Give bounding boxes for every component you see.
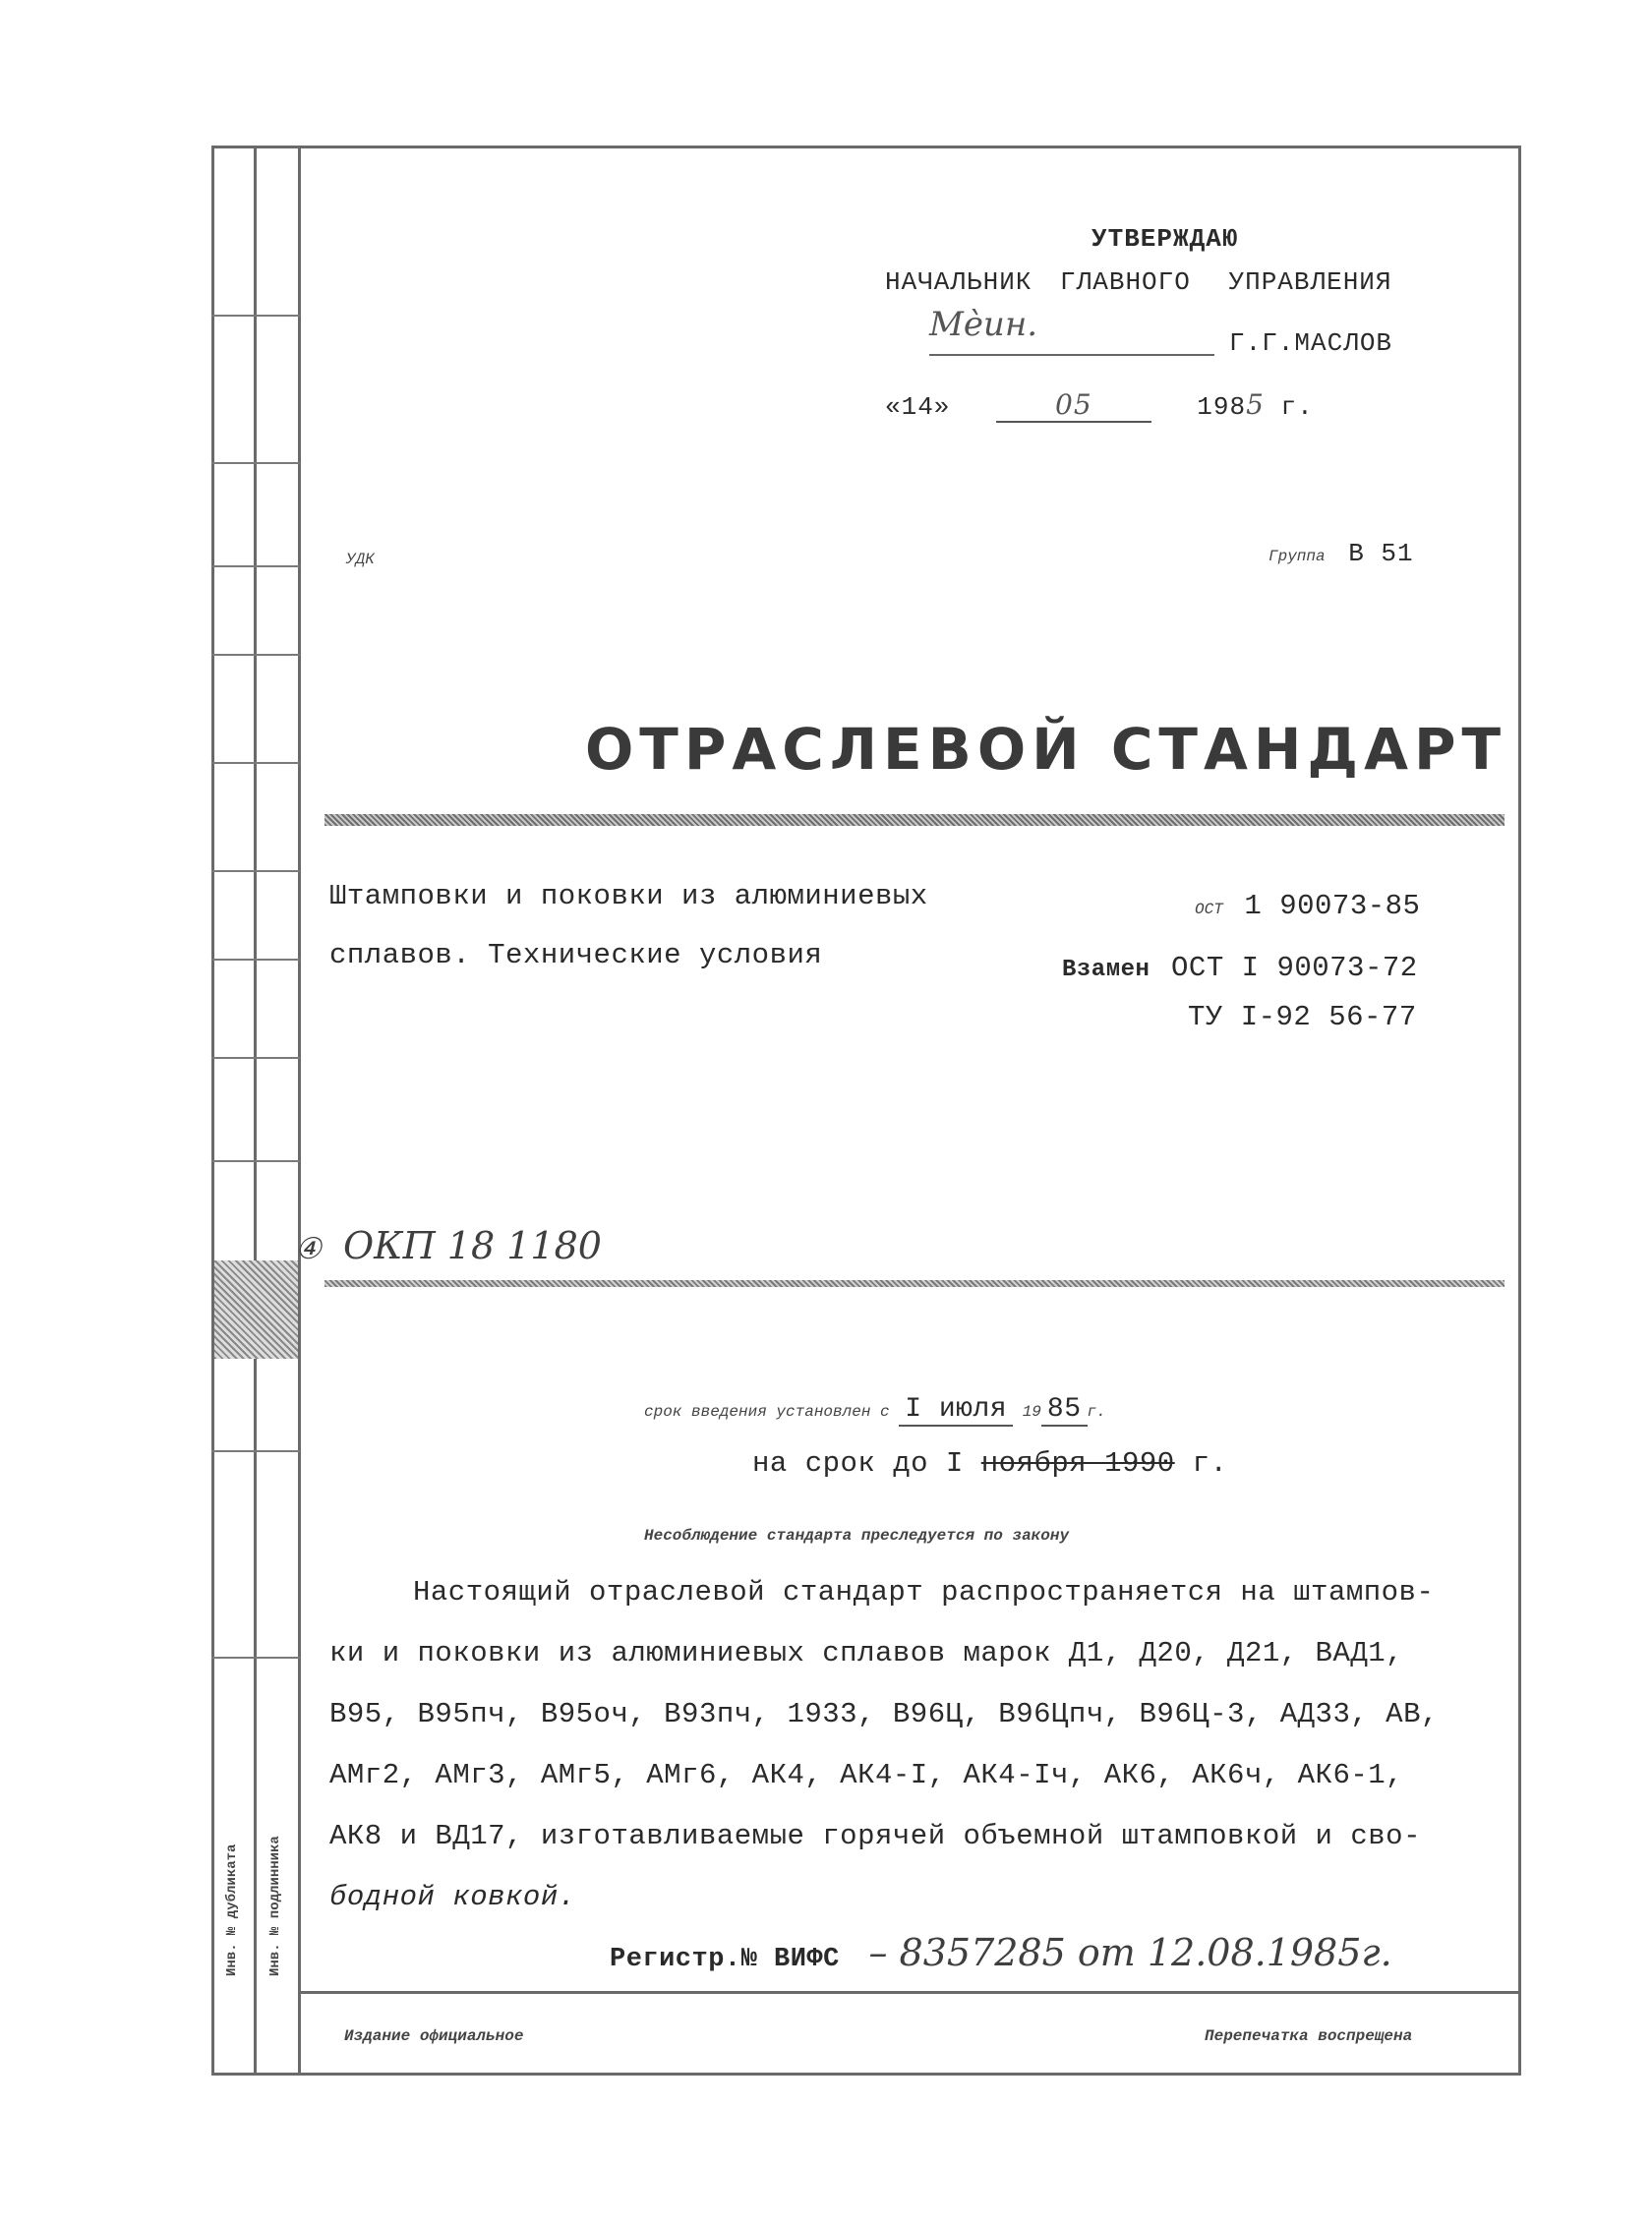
margin-cell-line <box>211 1657 300 1659</box>
approval-date-month: 05 <box>996 388 1151 423</box>
body-line: бодной ковкой. <box>329 1881 576 1913</box>
approver-name: Г.Г.МАСЛОВ <box>1229 328 1393 358</box>
margin-cell-line <box>211 462 300 464</box>
subject-line-2: сплавов. Технические условия <box>329 939 823 971</box>
approval-date-year-prefix: 198 <box>1197 392 1247 422</box>
signature: Мѐин. <box>929 305 1038 344</box>
approval-date-year-suffix: 5 <box>1246 388 1265 421</box>
intro-year-prefix: 19 <box>1022 1403 1041 1421</box>
margin-cell-line <box>211 1450 300 1452</box>
approval-position-3: УПРАВЛЕНИЯ <box>1228 267 1392 297</box>
intro-term-prefix: на срок до I <box>752 1447 964 1480</box>
body-line: ки и поковки из алюминиевых сплавов марок Д1, Д20, Д21, ВАД1, <box>329 1637 1404 1669</box>
signature-underline <box>929 354 1214 356</box>
registration-label: Регистр.№ ВИФС <box>610 1945 840 1974</box>
registration <box>610 1931 1392 1974</box>
ost-number: 1 90073-85 <box>1244 890 1421 922</box>
margin-line <box>298 146 301 2076</box>
margin-label-original: Инв. № подлинника <box>267 1836 283 1976</box>
okp-mark: ④ <box>295 1232 322 1266</box>
approval-date-unit: г. <box>1280 392 1314 422</box>
group <box>1268 539 1414 568</box>
margin-line <box>254 146 257 2076</box>
margin-hatch <box>214 1260 298 1359</box>
body-line: АМг2, АМг3, АМг5, АМг6, АК4, АК4-I, АК4-Iч, АК6, АК6ч, АК6-1, <box>329 1759 1404 1791</box>
subject-line-1: Штамповки и поковки из алюминиевых <box>329 880 928 912</box>
intro-term <box>752 1447 1227 1480</box>
replaces-label: Взамен <box>1062 957 1150 983</box>
footer-official: Издание официальное <box>344 2027 524 2045</box>
intro-label: срок введения установлен с <box>644 1403 890 1421</box>
intro-term-struck: ноября 1990 <box>980 1447 1175 1480</box>
footer-reprint: Перепечатка воспрещена <box>1205 2027 1413 2045</box>
okp-value: ОКП 18 1180 <box>343 1224 602 1267</box>
registration-value: – 8357285 от 12.08.1985г. <box>868 1931 1392 1974</box>
footer-rule <box>298 1991 1521 1994</box>
approval-stamp: УТВЕРЖДАЮ <box>1092 224 1239 254</box>
intro-date-value: I июля <box>899 1394 1013 1427</box>
body-line: В95, В95пч, В95оч, В93пч, 1933, В96Ц, В96Цпч, В96Ц-3, АД33, АВ, <box>329 1698 1439 1730</box>
title-rule <box>324 814 1504 826</box>
okp-code <box>295 1224 602 1267</box>
margin-cell-line <box>211 654 300 656</box>
margin-cell-line <box>211 870 300 872</box>
intro-unit: г. <box>1087 1403 1106 1421</box>
approval-position-2: ГЛАВНОГО <box>1060 267 1191 297</box>
intro-term-unit: г. <box>1192 1447 1228 1480</box>
approval-signature-line <box>929 305 1037 344</box>
approval-position <box>885 267 1392 297</box>
approval-date-day: «14» <box>885 392 951 422</box>
margin-cell-line <box>211 565 300 567</box>
margin-cell-line <box>211 1057 300 1059</box>
replaces <box>1062 952 1418 984</box>
udk-label: УДК <box>346 551 375 568</box>
margin-cell-line <box>211 959 300 961</box>
replaces-2: ТУ I-92 56-77 <box>1188 1001 1417 1033</box>
penalty-note: Несоблюдение стандарта преследуется по закону <box>644 1527 1070 1545</box>
group-label: Группа <box>1268 548 1326 565</box>
intro-date <box>644 1394 1106 1425</box>
body-line: Настоящий отраслевой стандарт распространяется на штампов- <box>413 1576 1435 1609</box>
approval-date <box>885 388 1314 422</box>
ost-designation <box>1195 890 1420 922</box>
okp-rule <box>324 1280 1504 1287</box>
margin-cell-line <box>211 762 300 764</box>
group-value: В 51 <box>1348 539 1414 568</box>
body-line: АК8 и ВД17, изготавливаемые горячей объемной штамповкой и сво- <box>329 1820 1421 1852</box>
replaces-1: ОСТ I 90073-72 <box>1171 952 1418 984</box>
approval-position-1: НАЧАЛЬНИК <box>885 267 1032 297</box>
margin-label-duplicate: Инв. № дубликата <box>224 1844 240 1976</box>
ost-label: ОСТ <box>1195 901 1223 918</box>
margin-cell-line <box>211 315 300 317</box>
document-title: ОТРАСЛЕВОЙ СТАНДАРТ <box>585 716 1507 783</box>
margin-line <box>211 146 214 2076</box>
intro-year: 85 <box>1041 1394 1088 1427</box>
margin-cell-line <box>211 1160 300 1162</box>
